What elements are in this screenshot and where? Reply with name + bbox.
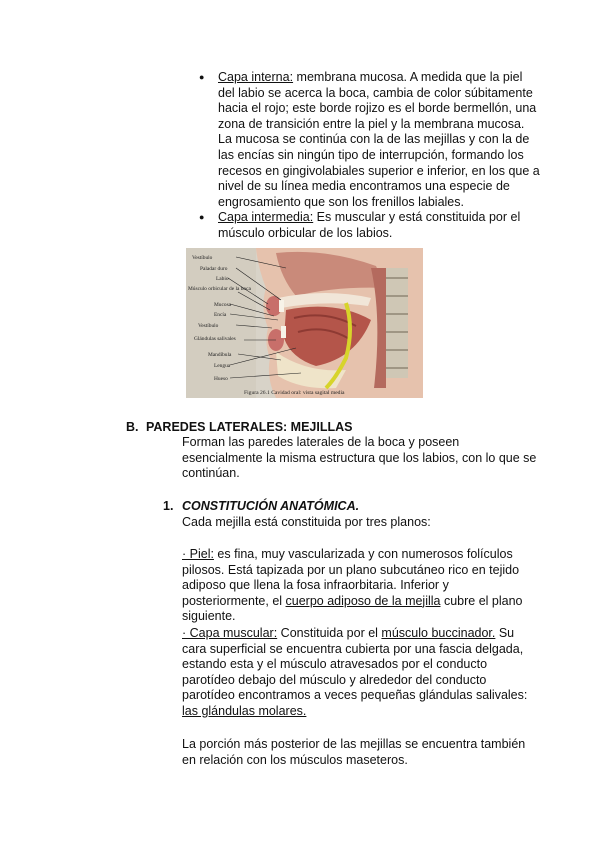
section-1-intro: Cada mejilla está constituida por tres planos:: [182, 515, 431, 529]
figure-label-6: Encía: [214, 312, 227, 318]
figure-label-4: Músculo orbicular de la boca: [188, 286, 251, 292]
capa-interna-text: membrana mucosa. A medida que la piel del labio se acerca la boca, cambia de color súbitamente hacia el rojo; este borde rojizo es el borde bermellón, una zona de transición entre la piel y la membrana mucosa. La mucosa se continúa con la de las mejillas y con la de las encías sin ningún tipo de interrupción, formando los recesos en gingivolabiales superior e inferior, en los que a nivel de su línea media encontramos una especie de engrosamiento que son los frenillos labiales.: [218, 70, 540, 209]
section-b-heading: [126, 420, 526, 434]
glandulas-molares-link: las glándulas molares.: [182, 703, 307, 718]
capa-muscular-text-a: Constituida por el: [277, 626, 382, 640]
figure-label-9: Mandíbula: [208, 352, 232, 358]
section-1-heading: [163, 499, 543, 513]
cuerpo-adiposo-link: cuerpo adiposo de la mejilla: [285, 593, 441, 608]
final-paragraph: La porción más posterior de las mejillas se encuentra también en relación con los músculos maseteros.: [182, 737, 526, 767]
term-capa-intermedia: Capa intermedia:: [218, 210, 314, 225]
section-1-marker: 1.: [163, 499, 174, 513]
figure-label-2: Paladar duro: [200, 266, 228, 272]
section-1-title: CONSTITUCIÓN ANATÓMICA.: [182, 499, 360, 513]
figure-label-11: Hueso: [214, 376, 228, 382]
section-b-intro: Forman las paredes laterales de la boca y poseen esencialmente la misma estructura que los labios, con lo que se continúan.: [182, 435, 537, 481]
bullet-capa-interna: [196, 70, 541, 210]
bullet-capa-intermedia: [196, 210, 541, 241]
capa-muscular-text-b: Su cara superficial se encuentra cubierta por una fascia delgada, estando esta y el músculo atravesados por el conducto parotídeo debajo del músculo y alrededor del conducto parotídeo encontramos a veces pequeñas glándulas salivales:: [182, 626, 528, 703]
musculo-buccinador-link: músculo buccinador.: [381, 626, 496, 640]
figure-label-1: Vestíbulo: [192, 255, 213, 261]
capa-muscular-paragraph: [182, 626, 537, 720]
layer-bullet-list: [196, 70, 541, 242]
piel-text-b: cubre el plano siguiente.: [182, 593, 523, 624]
piel-paragraph: [182, 547, 537, 625]
figure-label-5: Mucosa: [214, 302, 232, 308]
term-capa-interna: Capa interna:: [218, 70, 294, 84]
section-b-title: PAREDES LATERALES: MEJILLAS: [146, 420, 353, 434]
capa-intermedia-text: Es muscular y está constituida por el músculo orbicular de los labios.: [218, 210, 521, 240]
figure-label-8: Glándulas salivales: [194, 336, 236, 342]
piel-text-a: es fina, muy vascularizada y con numerosos folículos pilosos. Está tapizada por un plano subcutáneo rico en tejido adiposo que llena la fosa infraorbitaria. Inferior y posteriormente, el: [182, 547, 520, 608]
sagittal-section-illustration: [186, 248, 423, 398]
section-b-marker: B.: [126, 420, 139, 434]
term-capa-muscular: · Capa muscular:: [182, 626, 278, 640]
figure-label-3: Labio: [216, 276, 229, 282]
term-piel: · Piel:: [182, 547, 214, 561]
figure-label-10: Lengua: [214, 363, 231, 369]
anatomy-figure: [186, 248, 423, 398]
figure-label-7: Vestíbulo: [198, 323, 219, 329]
figure-caption: Figura 26.1 Cavidad oral: vista sagital media: [244, 390, 345, 396]
